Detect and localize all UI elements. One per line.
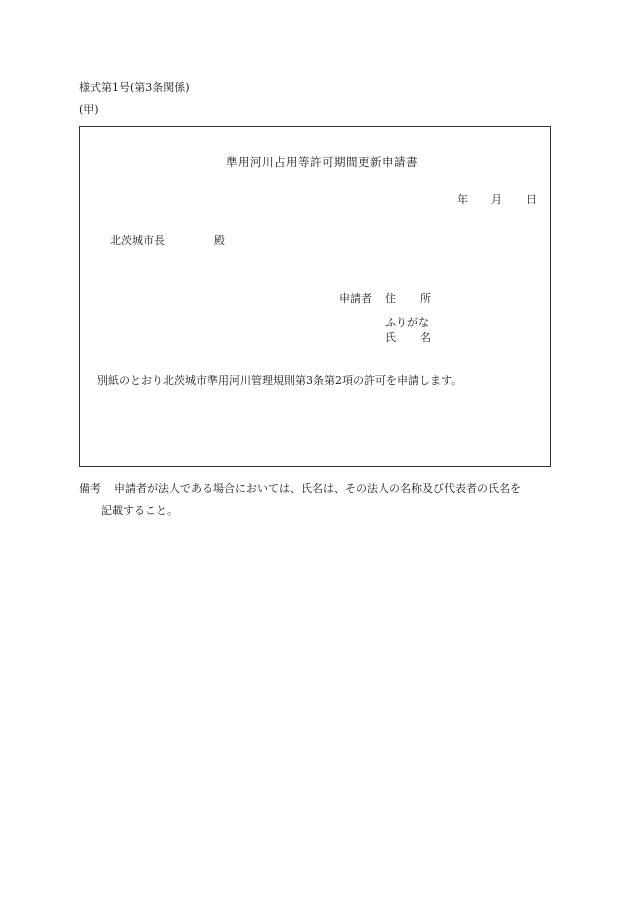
application-form-box	[79, 126, 551, 467]
form-number: 様式第1号(第3条関係)	[79, 81, 190, 94]
name-label-part1: 氏	[385, 331, 396, 344]
addressee-honorific: 殿	[214, 234, 225, 247]
form-variant: (甲)	[79, 103, 99, 116]
date-month-label: 月	[491, 193, 502, 206]
date-day-label: 日	[526, 193, 537, 206]
notes-label: 備考	[79, 482, 101, 495]
addressee-name: 北茨城市長	[110, 234, 165, 247]
applicant-label: 申請者	[339, 292, 372, 305]
address-label-part1: 住	[385, 292, 396, 305]
form-title: 準用河川占用等許可期間更新申請書	[226, 155, 418, 169]
notes-text-line2: 記載すること。	[101, 504, 178, 517]
notes-text-line1: 申請者が法人である場合においては、氏名は、その法人の名称及び代表者の氏名を	[114, 482, 521, 495]
application-body-text: 別紙のとおり北茨城市準用河川管理規則第3条第2項の許可を申請します。	[97, 374, 463, 387]
furigana-label: ふりがな	[385, 316, 429, 329]
name-label-part2: 名	[420, 331, 431, 344]
address-label-part2: 所	[420, 292, 431, 305]
date-year-label: 年	[457, 193, 468, 206]
